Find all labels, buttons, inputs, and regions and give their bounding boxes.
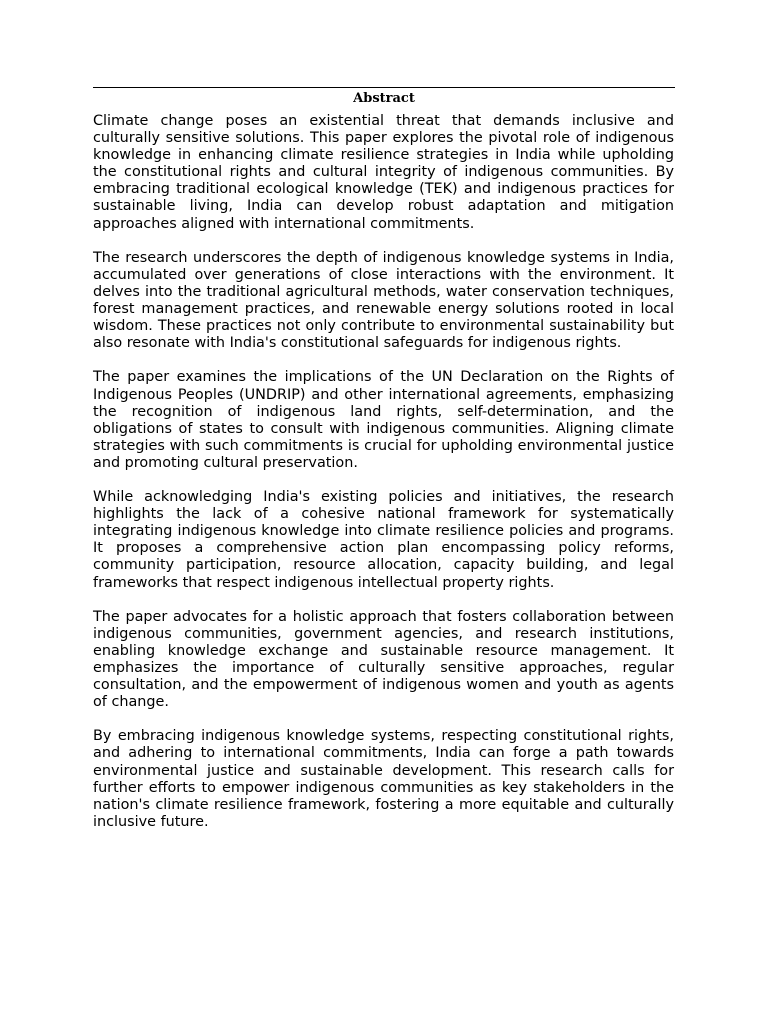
top-rule <box>93 87 675 88</box>
abstract-paragraph-6: By embracing indigenous knowledge systems, respecting constitutional rights, and adhering to international commitments, India can forge a path towards environmental justice and sustainable development. This research calls for further efforts to empower indigenous communities as key stakeholders in the nation's climate resilience framework, fostering a more equitable and culturally inclusive future. <box>93 728 674 830</box>
abstract-body <box>93 113 674 848</box>
abstract-heading: Abstract <box>353 91 415 106</box>
abstract-paragraph-1: Climate change poses an existential threat that demands inclusive and culturally sensitive solutions. This paper explores the pivotal role of indigenous knowledge in enhancing climate resilience strategies in India while upholding the constitutional rights and cultural integrity of indigenous communities. By embracing traditional ecological knowledge (TEK) and indigenous practices for sustainable living, India can develop robust adaptation and mitigation approaches aligned with international commitments. <box>93 113 674 232</box>
abstract-paragraph-2: The research underscores the depth of indigenous knowledge systems in India, accumulated over generations of close interactions with the environment. It delves into the traditional agricultural methods, water conservation techniques, forest management practices, and renewable energy solutions rooted in local wisdom. These practices not only contribute to environmental sustainability but also resonate with India's constitutional safeguards for indigenous rights. <box>93 249 674 352</box>
abstract-paragraph-4: While acknowledging India's existing policies and initiatives, the research highlights the lack of a cohesive national framework for systematically integrating indigenous knowledge into climate resilience policies and programs. It proposes a comprehensive action plan encompassing policy reforms, community participation, resource allocation, capacity building, and legal frameworks that respect indigenous intellectual property rights. <box>93 489 674 591</box>
abstract-paragraph-5: The paper advocates for a holistic approach that fosters collaboration between indigenous communities, government agencies, and research institutions, enabling knowledge exchange and sustainable resource management. It emphasizes the importance of culturally sensitive approaches, regular consultation, and the empowerment of indigenous women and youth as agents of change. <box>93 608 674 711</box>
abstract-paragraph-3: The paper examines the implications of the UN Declaration on the Rights of Indigenous Peoples (UNDRIP) and other international agreements, emphasizing the recognition of indigenous land rights, self-determination, and the obligations of states to consult with indigenous communities. Aligning climate strategies with such commitments is crucial for upholding environmental justice and promoting cultural preservation. <box>93 369 674 471</box>
